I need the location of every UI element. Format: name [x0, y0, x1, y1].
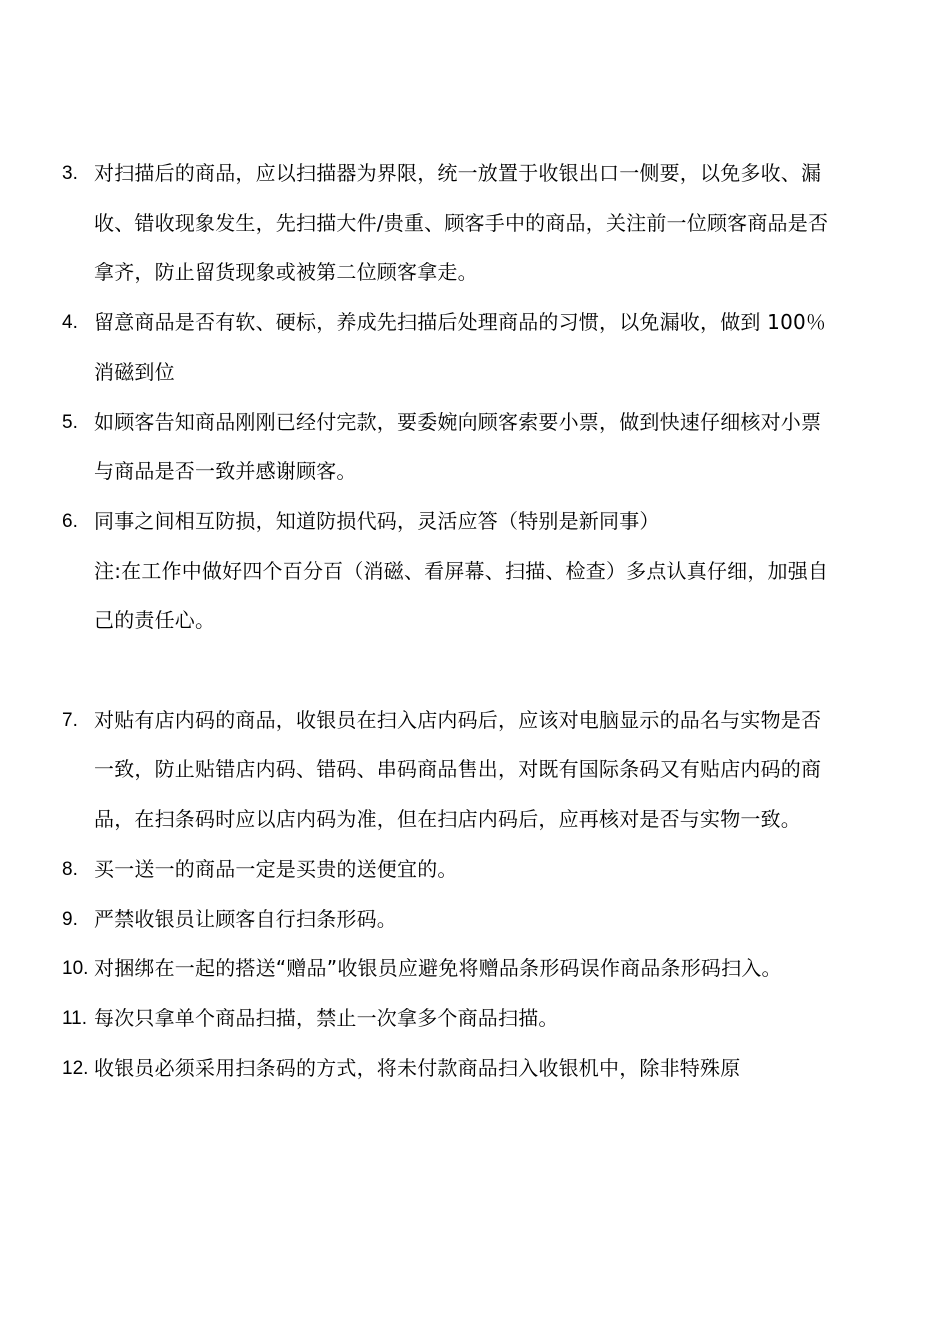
list-item-6	[62, 497, 832, 547]
note-paragraph	[62, 547, 832, 646]
list-text: 同事之间相互防损，知道防损代码，灵活应答（特别是新同事）	[94, 508, 660, 533]
list-text: 如顾客告知商品刚刚已经付完款，要委婉向顾客索要小票，做到快速仔细核对小票与商品是否一致并感谢顾客。	[94, 409, 822, 484]
list-text: 留意商品是否有软、硬标，养成先扫描后处理商品的习惯，以免漏收，做到 100％消磁到位	[94, 310, 827, 384]
note-text: 注:在工作中做好四个百分百（消磁、看屏幕、扫描、检查）多点认真仔细，加强自己的责任心。	[94, 558, 829, 633]
list-number: 8.	[62, 858, 78, 880]
list-item-11	[62, 994, 832, 1044]
list-text: 对扫描后的商品，应以扫描器为界限，统一放置于收银出口一侧要，以免多收、漏收、错收现象发生，先扫描大件/贵重、顾客手中的商品，关注前一位顾客商品是否拿齐，防止留货现象或被第二位顾客拿走。	[94, 161, 829, 285]
list-text: 对贴有店内码的商品，收银员在扫入店内码后，应该对电脑显示的品名与实物是否一致，防止贴错店内码、错码、串码商品售出，对既有国际条码又有贴店内码的商品，在扫条码时应以店内码为准，但在扫店内码后，应再核对是否与实物一致。	[94, 707, 822, 832]
list-item-9	[62, 895, 832, 945]
list-text: 对捆绑在一起的搭送“赠品”收银员应避免将赠品条形码误作商品条形码扫入。	[94, 956, 782, 981]
list-text: 严禁收银员让顾客自行扫条形码。	[94, 906, 397, 931]
list-number: 6.	[62, 510, 78, 532]
list-number: 5.	[62, 411, 78, 433]
list-text: 买一送一的商品一定是买贵的送便宜的。	[94, 856, 458, 881]
list-item-8	[62, 845, 832, 895]
list-item-5	[62, 398, 832, 497]
list-number: 12.	[62, 1057, 89, 1079]
list-item-12	[62, 1044, 832, 1094]
list-number: 11.	[62, 1007, 88, 1029]
list-number: 9.	[62, 908, 78, 930]
list-number: 3.	[62, 163, 78, 184]
list-item-4	[62, 298, 832, 397]
list-item-7	[62, 696, 832, 845]
list-number: 10.	[62, 958, 89, 980]
list-number: 7.	[62, 709, 78, 731]
blank-line	[62, 646, 832, 696]
list-text: 每次只拿单个商品扫描，禁止一次拿多个商品扫描。	[94, 1005, 559, 1030]
list-item-10	[62, 944, 832, 994]
document-body	[62, 149, 832, 1093]
list-text: 收银员必须采用扫条码的方式，将未付款商品扫入收银机中，除非特殊原	[94, 1055, 741, 1080]
list-number: 4.	[62, 312, 78, 334]
list-item-3	[62, 149, 832, 298]
